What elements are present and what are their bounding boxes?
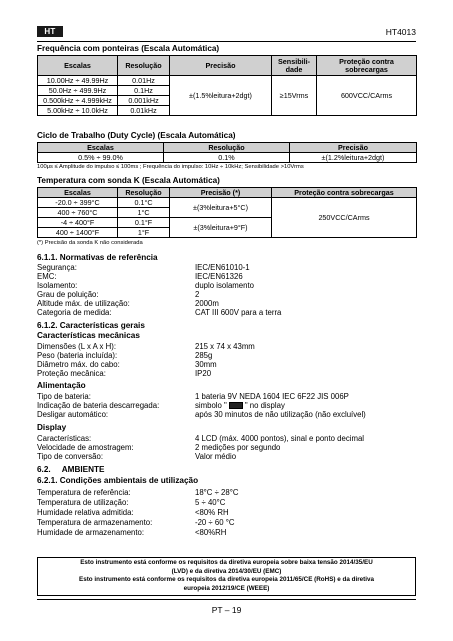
table-cell: 0.001kHz [118, 96, 170, 106]
table-cell: 0.1°F [118, 218, 170, 228]
spec-label: Tipo de bateria: [37, 392, 91, 401]
table-cell: 0.500kHz ÷ 4.999kHz [38, 96, 118, 106]
temp-protection: 250VCC/CArms [272, 198, 417, 238]
spec-value: 1 bateria 9V NEDA 1604 IEC 6F22 JIS 006P [195, 392, 349, 401]
temp-title: Temperatura com sonda K (Escala Automática) [37, 176, 220, 185]
spec-label: Temperatura de armazenamento: [37, 518, 153, 527]
spec-label: Proteção mecânica: [37, 369, 106, 378]
spec-label: Diâmetro máx. do cabo: [37, 360, 120, 369]
display-title: Display [37, 423, 67, 432]
spec-label: Indicação de bateria descarregada: [37, 401, 160, 410]
freq-h-ranges: Escalas [38, 56, 118, 76]
spec-value: IEC/EN61010-1 [195, 263, 250, 272]
mech-title: Características mecânicas [37, 331, 140, 340]
duty-title: Ciclo de Trabalho (Duty Cycle) (Escala Automática) [37, 131, 236, 140]
temp-table [37, 187, 417, 238]
freq-h-precision: Precisão [170, 56, 272, 76]
spec-label: Grau de poluição: [37, 290, 99, 299]
spec-value [195, 401, 285, 410]
power-title: Alimentação [37, 381, 86, 390]
table-cell: -4 ÷ 400°F [38, 218, 118, 228]
spec-value: -20 ÷ 60 °C [195, 518, 235, 527]
model-name: HT4013 [385, 27, 416, 37]
spec-label: Tipo de conversão: [37, 452, 104, 461]
spec-value: 2 medições por segundo [195, 443, 281, 452]
spec-label: Altitude máx. de utilização: [37, 299, 130, 308]
spec-label: Desligar automático: [37, 410, 109, 419]
spec-value: duplo isolamento [195, 281, 254, 290]
spec-value-post: " no display [244, 401, 285, 410]
spec-label: Humidade relativa admitida: [37, 508, 134, 517]
temp-precision-c: ±(3%leitura+5°C) [170, 198, 272, 218]
compliance-line: (LVD) e da diretiva 2014/30/EU (EMC) [171, 567, 282, 575]
compliance-line: Esto instrumento está conforme os requisitos da diretiva europeia sobre baixa tensão 2014/35/EU [80, 559, 373, 566]
freq-protection: 600VCC/CArms [317, 76, 417, 116]
spec-value-pre: simbolo " [195, 401, 227, 410]
spec-value: IP20 [195, 369, 212, 378]
spec-label: Características: [37, 434, 92, 443]
s62-title: 6.2. AMBIENTE [37, 465, 105, 474]
spec-label: Dimensões (L x A x H): [37, 342, 117, 351]
spec-value: 285g [195, 351, 213, 360]
spec-value: 2000m [195, 299, 219, 308]
duty-note: 100μs ≤ Amplitude do impulso ≤ 100ms ; Frequência do impulso: 10Hz ÷ 10kHz; Sensibilidade >10Vrms [37, 164, 304, 170]
spec-label: Velocidade de amostragem: [37, 443, 134, 452]
compliance-line: Esto instrumento está conforme os requisitos da diretiva europeia 2011/65/CE (RoHS) e da diretiva [79, 576, 374, 583]
table-cell: -20.0 ÷ 399°C [38, 198, 118, 208]
table-cell: 400 ÷ 760°C [38, 208, 118, 218]
table-cell: 0.1Hz [118, 86, 170, 96]
table-cell: 5.00kHz ÷ 10.0kHz [38, 106, 118, 116]
duty-h-ranges: Escalas [38, 143, 164, 153]
s612-title: 6.1.2. Características gerais [37, 321, 145, 330]
ht-logo: HT [37, 26, 63, 37]
spec-value: Valor médio [195, 452, 237, 461]
temp-h-precision: Precisão (*) [170, 188, 272, 198]
spec-value: <80% RH [195, 508, 229, 517]
s611-title: 6.1.1. Normativas de referência [37, 253, 158, 262]
spec-label: Temperatura de referência: [37, 488, 131, 497]
temp-h-resolution: Resolução [118, 188, 170, 198]
spec-label: EMC: [37, 272, 57, 281]
freq-table [37, 55, 417, 116]
spec-label: Segurança: [37, 263, 77, 272]
duty-h-resolution: Resolução [164, 143, 290, 153]
freq-sensitivity: ≥15Vrms [272, 76, 317, 116]
duty-h-precision: Precisão [290, 143, 417, 153]
table-cell: 0.1% [164, 153, 290, 163]
page-number: PT – 19 [211, 605, 242, 615]
table-cell: 0.01kHz [118, 106, 170, 116]
table-cell: 0.01Hz [118, 76, 170, 86]
temp-h-protection: Proteção contra sobrecargas [272, 188, 417, 198]
compliance-line: europeia 2012/19/CE (WEEE) [183, 584, 270, 592]
spec-label: Temperatura de utilização: [37, 498, 129, 507]
temp-h-ranges: Escalas [38, 188, 118, 198]
table-cell: 10.00Hz ÷ 49.99Hz [38, 76, 118, 86]
spec-value: 30mm [195, 360, 217, 369]
table-cell: 0.1°C [118, 198, 170, 208]
spec-label: Isolamento: [37, 281, 78, 290]
spec-value: 2 [195, 290, 200, 299]
spec-value: 5 ÷ 40°C [195, 498, 226, 507]
freq-h-sensitivity: Sensibili-dade [272, 56, 317, 76]
header-rule [37, 41, 416, 42]
table-cell: ±(1.2%leitura+2dgt) [290, 153, 417, 163]
table-cell: 1°C [118, 208, 170, 218]
spec-label: Categoria de medida: [37, 308, 112, 317]
spec-value: 4 LCD (máx. 4000 pontos), sinal e ponto decimal [195, 434, 365, 443]
battery-icon [229, 402, 243, 409]
duty-table [37, 142, 417, 163]
table-cell: 0.5% ÷ 99.0% [38, 153, 164, 163]
freq-h-resolution: Resolução [118, 56, 170, 76]
spec-value: 215 x 74 x 43mm [195, 342, 255, 351]
freq-title: Frequência com ponteiras (Escala Automática) [37, 44, 220, 53]
spec-label: Peso (bateria incluída): [37, 351, 118, 360]
spec-value: após 30 minutos de não utilização (não excluível) [195, 410, 366, 419]
table-cell: 50.0Hz ÷ 499.9Hz [38, 86, 118, 96]
temp-precision-f: ±(3%leitura+9°F) [170, 218, 272, 238]
table-cell: 400 ÷ 1400°F [38, 228, 118, 238]
temp-note: (*) Precisão da sonda K não considerada [37, 240, 143, 246]
spec-value: 18°C ÷ 28°C [195, 488, 239, 497]
spec-value: CAT III 600V para a terra [195, 308, 282, 317]
table-cell: 1°F [118, 228, 170, 238]
compliance-box [37, 557, 416, 596]
spec-label: Humidade de armazenamento: [37, 528, 145, 537]
spec-value: IEC/EN61326 [195, 272, 243, 281]
spec-value: <80%RH [195, 528, 227, 537]
freq-precision: ±(1.5%leitura+2dgt) [170, 76, 272, 116]
s621-title: 6.2.1. Condições ambientais de utilização [37, 476, 199, 485]
freq-h-protection: Proteção contra sobrecargas [317, 56, 417, 76]
footer-rule [37, 599, 416, 600]
